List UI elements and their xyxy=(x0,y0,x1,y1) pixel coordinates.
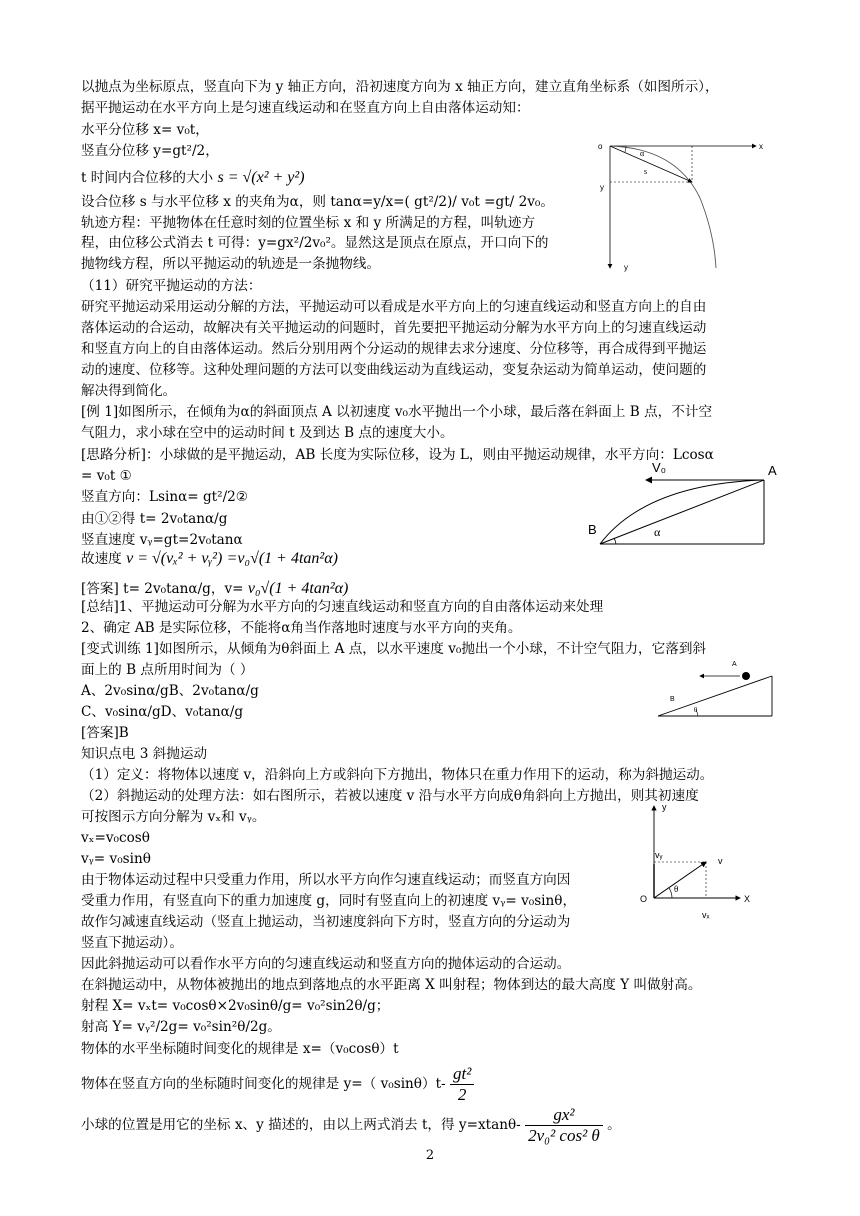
answer-line: [答案]B xyxy=(81,725,129,741)
text-label: 物体在竖直方向的坐标随时间变化的规律是 y=（ v₀sinθ）t- xyxy=(81,1076,446,1092)
origin-label: O xyxy=(640,894,648,904)
section-heading: 知识点电 3 斜抛运动 xyxy=(81,746,208,762)
text-line: 解决得到简化。 xyxy=(81,383,177,399)
text-line: 竖直分位移 y=gt²/2， xyxy=(81,143,219,159)
text-label: 小球的位置是用它的坐标 x、y 描述的，由以上两式消去 t，得 y=xtanθ- xyxy=(81,1117,521,1133)
point-a-label: A xyxy=(768,463,777,478)
y-axis-label: y xyxy=(600,183,604,192)
text-line: 动的速度、位移等。这种处理问题的方法可以变曲线运动为直线运动，变复杂运动为简单运动，使问题的 xyxy=(81,362,707,378)
fraction-gt2 xyxy=(450,1064,474,1105)
text-line: 物体的水平坐标随时间变化的规律是 x=（v₀cosθ）t xyxy=(81,1041,399,1057)
figure-velocity-decomposition xyxy=(634,798,764,924)
ball-icon xyxy=(742,672,750,680)
page-number: 2 xyxy=(425,1148,435,1163)
text-line: [总结]1、平抛运动可分解为水平方向的匀速直线运动和竖直方向的自由落体运动来处理 xyxy=(81,599,604,615)
text-line: 因此斜抛运动可以看作水平方向的匀速直线运动和竖直方向的抛体运动的合运动。 xyxy=(81,956,571,972)
text-line: 据平抛运动在水平方向上是匀速直线运动和在竖直方向上自由落体运动知： xyxy=(81,100,530,116)
text-line: 故作匀减速直线运动（竖直上抛运动，当初速度斜向下方时，竖直方向的分运动为 xyxy=(81,914,571,930)
formula-speed: v = √(vₓ² + vᵧ²) xyxy=(126,550,223,567)
point-b-label: B xyxy=(588,522,597,537)
y-axis-label: y xyxy=(662,802,667,812)
theta-label: θ xyxy=(694,706,698,714)
formula-speed-result: =v₀√(1 + 4tan²α) xyxy=(226,550,338,567)
text-line: vᵧ= v₀sinθ xyxy=(81,851,151,867)
text-line: 受重力作用，有竖直向下的重力加速度 g，同时有竖直向上的初速度 vᵧ= v₀sinθ， xyxy=(81,893,577,909)
initial-velocity-label: V₀ xyxy=(652,460,667,475)
formula-line xyxy=(81,1104,621,1146)
text-line: 2、确定 AB 是实际位移，不能将α角当作落地时速度与水平方向的夹角。 xyxy=(81,620,522,636)
point-b-label: B xyxy=(670,696,675,703)
section-heading: （11）研究平抛运动的方法： xyxy=(81,278,262,294)
theta-label: θ xyxy=(674,884,679,894)
origin-label: o xyxy=(598,142,603,151)
text-line: 射高 Y= vᵧ²/2g= v₀²sin²θ/2g。 xyxy=(81,1019,281,1035)
displacement-label: s xyxy=(644,167,648,176)
figure-variant-incline xyxy=(652,654,782,720)
velocity-label: v xyxy=(718,856,723,866)
figure-projectile-coordinates xyxy=(596,138,776,274)
point-a-label: A xyxy=(732,661,737,668)
formula-line xyxy=(81,1063,474,1105)
y-axis-label: y xyxy=(624,263,628,272)
text-line: 程，由位移公式消去 t 可得：y=gx²/2v₀²。显然这是顶点在原点，开口向下的 xyxy=(81,235,549,251)
text-line: 可按图示方向分解为 vₓ和 vᵧ。 xyxy=(81,809,266,825)
text-line: 研究平抛运动采用运动分解的方法，平抛运动可以看成是水平方向上的匀速直线运动和竖直方向上的自由 xyxy=(81,299,707,315)
fraction-denominator: 2 xyxy=(457,1085,467,1104)
text-line: 面上的 B 点所用时间为（ ） xyxy=(81,662,254,678)
text-line: = v₀t ① xyxy=(81,468,132,484)
formula-answer-speed: v₀√(1 + 4tan²α) xyxy=(247,580,349,597)
text-line: （2）斜抛运动的处理方法：如右图所示，若被以速度 v 沿与水平方向成θ角斜向上方抛出，则其初速度 xyxy=(81,788,699,804)
text-line: [思路分析]：小球做的是平抛运动，AB 长度为实际位移，设为 L，则由平抛运动规律，水平方向：Lcosα xyxy=(81,447,714,463)
text-line: 以抛点为坐标原点，竖直向下为 y 轴正方向，沿初速度方向为 x 轴正方向，建立直角坐标系（如图所示）， xyxy=(81,79,719,95)
text-line: 竖直方向：Lsinα= gt²/2② xyxy=(81,489,248,505)
formula-s-magnitude: s = √(x² + y²) xyxy=(217,169,305,186)
text-line: 在斜抛运动中，从物体被抛出的地点到落地点的水平距离 X 叫射程；物体到达的最大高度 Y 叫做射高。 xyxy=(81,977,702,993)
fraction-numerator: gt² xyxy=(450,1064,474,1085)
formula-line xyxy=(81,168,305,188)
fraction-numerator: gx² xyxy=(525,1105,603,1126)
fraction-denominator: 2v₀² cos² θ xyxy=(528,1126,600,1145)
x-axis-label: X xyxy=(744,894,751,904)
vx-label: vₓ xyxy=(702,910,710,920)
text-line: 气阻力，求小球在空中的运动时间 t 及到达 B 点的速度大小。 xyxy=(81,425,454,441)
text-line: 和竖直方向上的自由落体运动。然后分别用两个分运动的规律去求分速度、分位移等，再合成得到平抛运 xyxy=(81,341,707,357)
alpha-label: α xyxy=(640,149,645,158)
text-line: 射程 X= vₓt= v₀cosθ×2v₀sinθ/g= v₀²sin2θ/g； xyxy=(81,998,390,1014)
text-line: （1）定义：将物体以速度 v，沿斜向上方或斜向下方抛出，物体只在重力作用下的运动，称为斜抛运动。 xyxy=(81,767,714,783)
vy-label: vᵧ xyxy=(655,850,663,860)
text-line: 由于物体运动过程中只受重力作用，所以水平方向作匀速直线运动；而竖直方向因 xyxy=(81,872,571,888)
choice-line: C、v₀sinα/gD、v₀tanα/g xyxy=(81,704,244,720)
text-line: 由①②得 t= 2v₀tanα/g xyxy=(81,511,228,527)
text-line: 落体运动的合运动，故解决有关平抛运动的问题时，首先要把平抛运动分解为水平方向上的匀速直线运动 xyxy=(81,320,707,336)
text-label: t 时间内合位移的大小 xyxy=(81,170,214,186)
text-label: 。 xyxy=(607,1117,621,1133)
text-line: 抛物线方程，所以平抛运动的轨迹是一条抛物线。 xyxy=(81,256,381,272)
fraction-gx2 xyxy=(525,1105,603,1146)
alpha-label: α xyxy=(654,525,661,539)
text-line: 设合位移 s 与水平位移 x 的夹角为α，则 tanα=y/x=( gt²/2)/ v₀t =gt/ 2v₀。 xyxy=(81,194,554,210)
text-line: 竖直下抛运动）。 xyxy=(81,935,183,951)
choice-line: A、2v₀sinα/gB、2v₀tanα/g xyxy=(81,683,259,699)
figure-example-incline xyxy=(586,458,786,550)
text-line: vₓ=v₀cosθ xyxy=(81,830,150,846)
text-line: 竖直速度 vᵧ=gt=2v₀tanα xyxy=(81,532,243,548)
text-line: 轨迹方程：平抛物体在任意时刻的位置坐标 x 和 y 所满足的方程，叫轨迹方 xyxy=(81,215,536,231)
text-line: [变式训练 1]如图所示，从倾角为θ斜面上 A 点，以水平速度 v₀抛出一个小球，不计空气阻力，它落到斜 xyxy=(81,641,707,657)
text-label: 故速度 xyxy=(81,551,122,567)
text-line: [例 1]如图所示，在倾角为α的斜面顶点 A 以初速度 v₀水平抛出一个小球，最后落在斜面上 B 点，不计空 xyxy=(81,404,713,420)
text-label: [答案] t= 2v₀tanα/g，v= xyxy=(81,581,244,597)
text-line: 水平分位移 x= v₀t， xyxy=(81,122,209,138)
x-axis-label: x xyxy=(759,142,763,151)
